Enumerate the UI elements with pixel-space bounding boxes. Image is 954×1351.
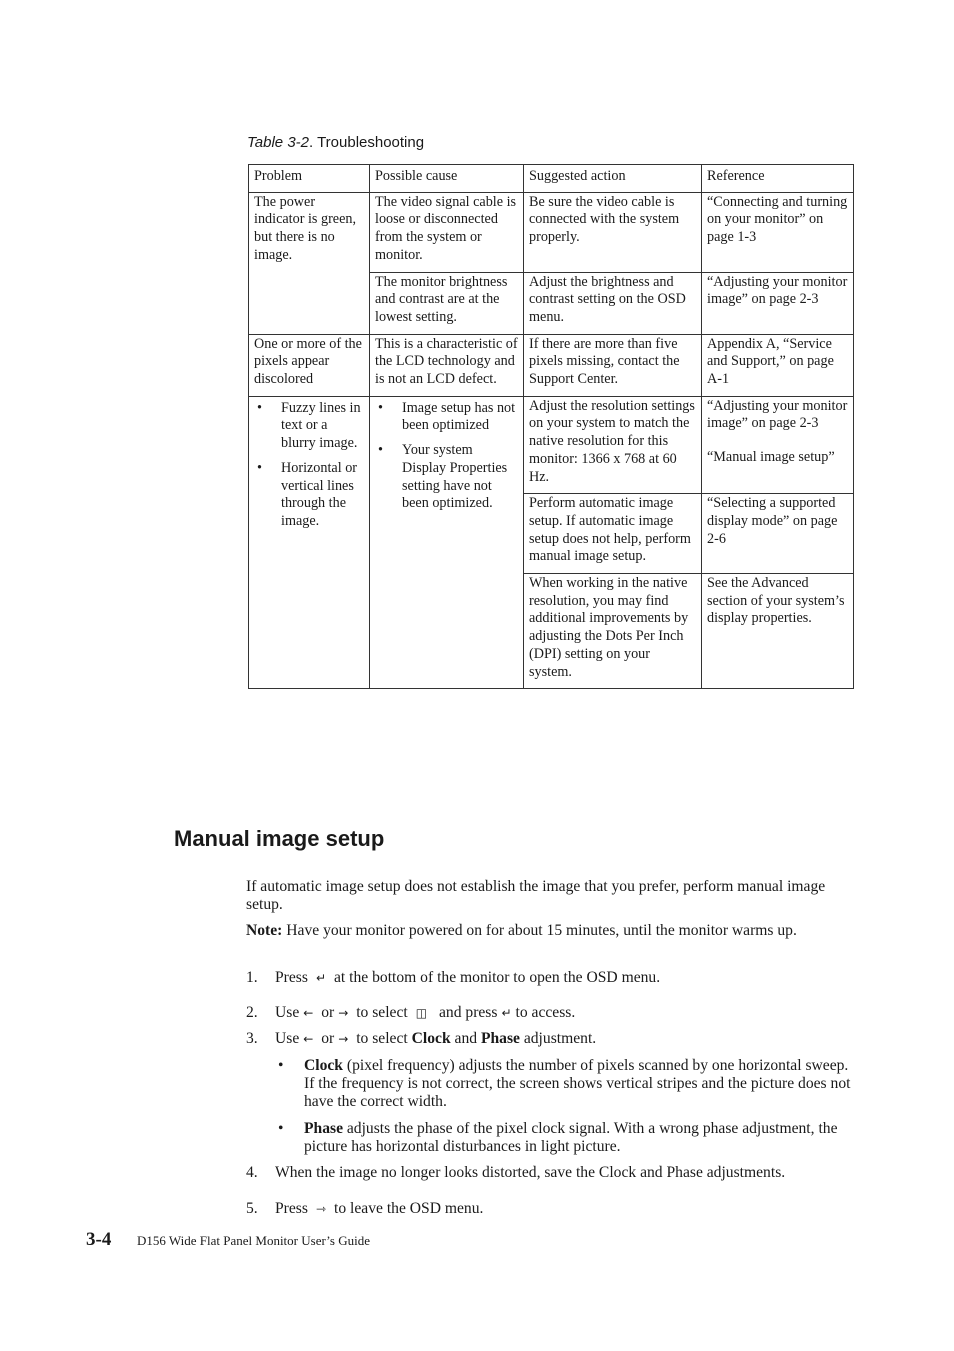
header-action: Suggested action <box>524 165 702 193</box>
problem-cell: The power indicator is green, but there is no image. <box>249 192 370 334</box>
step-text: to select <box>356 1004 408 1021</box>
action-cell: Be sure the video cable is connected with the system properly. <box>524 192 702 272</box>
reference-cell: “Adjusting your monitor image” on page 2-3 <box>702 272 854 334</box>
right-arrow-icon: → <box>338 1032 349 1046</box>
step-text: and press <box>438 1004 498 1021</box>
list-item: • Horizontal or vertical lines through the image. <box>254 460 364 531</box>
step-text: Press <box>275 1200 308 1217</box>
table-row <box>249 334 854 396</box>
clock-term: Clock <box>304 1057 343 1074</box>
step-text: to select <box>356 1030 408 1047</box>
action-cell: When working in the native resolution, you may find additional improvements by adjusting the Dots Per Inch (DPI) setting on your system. <box>524 574 702 689</box>
step-number: 3. <box>246 1030 258 1047</box>
cause-cell: The monitor brightness and contrast are at the lowest setting. <box>370 272 524 334</box>
problem-cell <box>249 396 370 689</box>
list-item: • Fuzzy lines in text or a blurry image. <box>254 400 364 453</box>
section-title: Manual image setup <box>174 826 385 851</box>
note-text: Have your monitor powered on for about 15 minutes, until the monitor warms up. <box>282 922 797 939</box>
caption-label: Table 3-2 <box>247 134 309 151</box>
reference-cell: “Connecting and turning on your monitor” on page 1-3 <box>702 192 854 272</box>
table-row <box>249 396 854 494</box>
list-item: • Image setup has not been optimized <box>375 400 518 435</box>
step-text: Press <box>275 969 308 986</box>
step-text: to access. <box>515 1004 576 1021</box>
table-header-row <box>249 165 854 193</box>
intro-paragraph: If automatic image setup does not establish the image that you prefer, perform manual image setup. <box>246 878 826 913</box>
enter-icon: ↵ <box>315 971 326 985</box>
phase-term: Phase <box>480 1030 520 1047</box>
footer-title: D156 Wide Flat Panel Monitor User’s Guide <box>137 1233 370 1248</box>
step-text: adjustment. <box>523 1030 597 1047</box>
troubleshooting-table <box>248 164 854 689</box>
clock-term: Clock <box>411 1030 451 1047</box>
enter-icon: ↵ <box>501 1006 512 1020</box>
step-text: at the bottom of the monitor to open the OSD menu. <box>334 969 661 986</box>
reference-cell <box>702 396 854 494</box>
list-item: • Your system Display Properties setting have not been optimized. <box>375 442 518 513</box>
header-cause: Possible cause <box>370 165 524 193</box>
left-arrow-icon: ← <box>303 1006 314 1020</box>
bullet-icon: • <box>278 1057 284 1074</box>
table-row <box>249 192 854 272</box>
note-label: Note: <box>246 922 283 939</box>
exit-icon: ⇾ <box>315 1202 326 1216</box>
action-cell: If there are more than five pixels missing, contact the Support Center. <box>524 334 702 396</box>
header-reference: Reference <box>702 165 854 193</box>
problem-cell: One or more of the pixels appear discolored <box>249 334 370 396</box>
reference-text: “Manual image setup” <box>707 449 835 466</box>
page-number: 3-4 <box>86 1229 112 1250</box>
problem-list <box>254 400 364 531</box>
step-text: or <box>321 1030 335 1047</box>
reference-cell: Appendix A, “Service and Support,” on page A-1 <box>702 334 854 396</box>
bullet-icon: • <box>278 1120 284 1137</box>
right-arrow-icon: → <box>338 1006 349 1020</box>
caption-text: . Troubleshooting <box>309 134 425 151</box>
step-text: or <box>321 1004 335 1021</box>
step-text: When the image no longer looks distorted, save the Clock and Phase adjustments. <box>275 1164 786 1181</box>
table-caption <box>247 134 424 151</box>
phase-term: Phase <box>304 1120 343 1137</box>
action-cell: Adjust the brightness and contrast setting on the OSD menu. <box>524 272 702 334</box>
cause-cell: The video signal cable is loose or disconnected from the system or monitor. <box>370 192 524 272</box>
step-number: 2. <box>246 1004 258 1021</box>
reference-text: “Adjusting your monitor image” on page 2-3 <box>707 397 848 432</box>
step-number: 4. <box>246 1164 258 1181</box>
step-text: Use <box>275 1004 300 1021</box>
step-text: to leave the OSD menu. <box>334 1200 484 1217</box>
step-text: Use <box>275 1030 300 1047</box>
bullet-text: (pixel frequency) adjusts the number of pixels scanned by one horizontal sweep. If the frequency is not correct, the screen shows vertical stripes and the picture does not have the correct width. <box>304 1057 851 1110</box>
action-cell: Adjust the resolution settings on your system to match the native resolution for this monitor: 1366 x 768 at 60 Hz. <box>524 396 702 494</box>
step-number: 5. <box>246 1200 258 1217</box>
note-paragraph <box>246 922 858 940</box>
reference-cell: See the Advanced section of your system’s display properties. <box>702 574 854 689</box>
cause-list <box>375 400 518 513</box>
cause-cell: This is a characteristic of the LCD technology and is not an LCD defect. <box>370 334 524 396</box>
reference-cell: “Selecting a supported display mode” on page 2-6 <box>702 494 854 574</box>
left-arrow-icon: ← <box>303 1032 314 1046</box>
step-text: and <box>454 1030 478 1047</box>
header-problem: Problem <box>249 165 370 193</box>
step-number: 1. <box>246 969 258 986</box>
bullet-text: adjusts the phase of the pixel clock signal. With a wrong phase adjustment, the picture has horizontal disturbances in light picture. <box>304 1120 838 1155</box>
image-setup-icon: ◫ <box>415 1006 428 1020</box>
cause-cell <box>370 396 524 689</box>
action-cell: Perform automatic image setup. If automatic image setup does not help, perform manual image setup. <box>524 494 702 574</box>
